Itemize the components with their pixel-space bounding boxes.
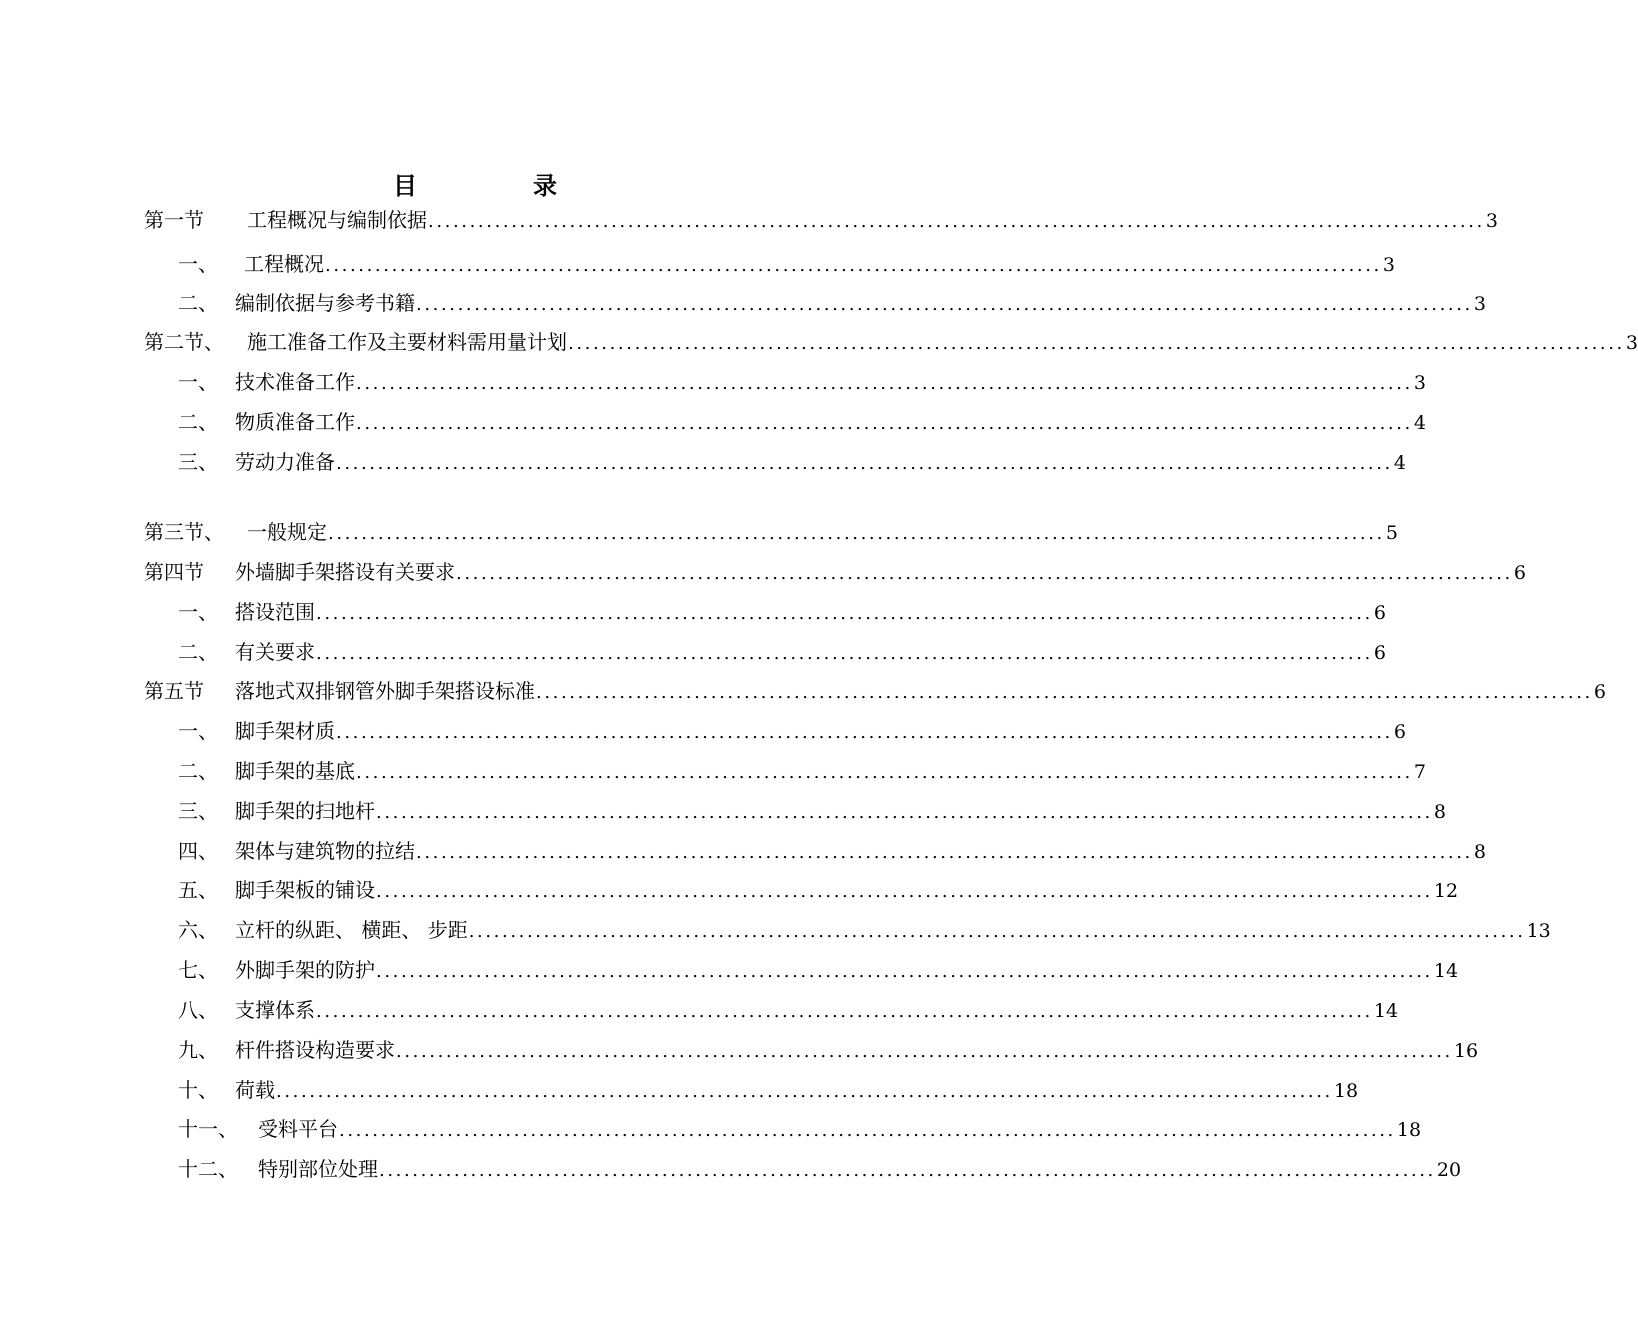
toc-entry-number: 七、 bbox=[178, 958, 218, 982]
toc-entry-label: 脚手架的基底 bbox=[235, 759, 355, 783]
toc-entry-page-number: 3 bbox=[1625, 332, 1638, 354]
toc-entry-page-number: 18 bbox=[1333, 1080, 1359, 1102]
toc-entry[interactable] bbox=[0, 407, 1426, 437]
dot-leader: ............................................................................................................................... bbox=[396, 1041, 1453, 1062]
toc-entry-label: 立杆的纵距、 横距、 步距 bbox=[235, 918, 468, 942]
toc-entry-label: 脚手架材质 bbox=[235, 719, 335, 743]
toc-entry-line bbox=[235, 716, 1406, 748]
toc-entry-page-number: 18 bbox=[1396, 1119, 1422, 1141]
dot-leader: ............................................................................................................................... bbox=[276, 1081, 1333, 1102]
toc-entry-page-number: 3 bbox=[1473, 293, 1486, 315]
toc-entry[interactable] bbox=[0, 875, 1459, 905]
toc-entry-page-number: 20 bbox=[1436, 1159, 1462, 1181]
toc-entry-line bbox=[235, 796, 1446, 828]
dot-leader: ............................................................................................................................... bbox=[328, 523, 1385, 544]
toc-entry-page-number: 6 bbox=[1593, 681, 1606, 703]
toc-entry-line bbox=[235, 447, 1406, 479]
toc-entry-number: 三、 bbox=[178, 799, 218, 823]
toc-entry-number: 二、 bbox=[178, 291, 218, 315]
toc-entry-label: 杆件搭设构造要求 bbox=[235, 1038, 395, 1062]
toc-entry-page-number: 12 bbox=[1433, 880, 1459, 902]
toc-entry[interactable] bbox=[0, 205, 1498, 235]
toc-entry-page-number: 6 bbox=[1373, 642, 1386, 664]
toc-entry[interactable] bbox=[0, 327, 1638, 357]
toc-entry-number: 一、 bbox=[178, 719, 218, 743]
toc-entry-page-number: 13 bbox=[1526, 920, 1551, 942]
toc-entry-label: 落地式双排钢管外脚手架搭设标准 bbox=[235, 679, 535, 703]
toc-entry-line bbox=[247, 517, 1398, 549]
toc-title-char-2: 录 bbox=[533, 171, 557, 200]
toc-entry[interactable] bbox=[0, 288, 1486, 318]
toc-entry-page-number: 6 bbox=[1393, 721, 1406, 743]
toc-entry-number: 一、 bbox=[178, 252, 218, 276]
toc-entry-line bbox=[258, 1154, 1462, 1186]
toc-entry-number: 十二、 bbox=[178, 1157, 238, 1181]
dot-leader: ............................................................................................................................... bbox=[376, 961, 1433, 982]
toc-title bbox=[0, 166, 950, 200]
toc-entry-number: 第一节 bbox=[144, 208, 204, 232]
toc-entry-label: 劳动力准备 bbox=[235, 450, 335, 474]
dot-leader: ............................................................................................................................... bbox=[568, 333, 1625, 354]
toc-entry-label: 架体与建筑物的拉结 bbox=[235, 839, 415, 863]
toc-entry-label: 支撑体系 bbox=[235, 998, 315, 1022]
dot-leader: ............................................................................................................................... bbox=[428, 211, 1485, 232]
dot-leader: ............................................................................................................................... bbox=[336, 453, 1393, 474]
toc-title-char-1: 目 bbox=[393, 171, 417, 200]
toc-entry-line bbox=[247, 327, 1638, 359]
toc-entry-page-number: 7 bbox=[1413, 761, 1426, 783]
toc-entry[interactable] bbox=[0, 676, 1606, 706]
toc-entry-number: 第二节、 bbox=[144, 330, 224, 354]
toc-entry-page-number: 14 bbox=[1373, 1000, 1399, 1022]
toc-entry[interactable] bbox=[0, 517, 1398, 547]
toc-entry-page-number: 5 bbox=[1385, 522, 1398, 544]
dot-leader: ............................................................................................................................... bbox=[376, 881, 1433, 902]
toc-entry-line bbox=[247, 205, 1498, 237]
toc-entry[interactable] bbox=[0, 915, 1551, 945]
toc-entry-line bbox=[235, 1035, 1479, 1067]
dot-leader: ............................................................................................................................... bbox=[468, 921, 1526, 942]
toc-entry-number: 第四节 bbox=[144, 560, 204, 584]
toc-entry[interactable] bbox=[0, 796, 1446, 826]
toc-entry-number: 五、 bbox=[178, 878, 218, 902]
dot-leader: ............................................................................................................................... bbox=[339, 1120, 1396, 1141]
dot-leader: ............................................................................................................................... bbox=[456, 563, 1513, 584]
toc-entry-number: 第三节、 bbox=[144, 520, 224, 544]
toc-entry-page-number: 16 bbox=[1453, 1040, 1479, 1062]
toc-entry-number: 六、 bbox=[178, 918, 218, 942]
dot-leader: ............................................................................................................................... bbox=[379, 1160, 1436, 1181]
toc-entry-number: 九、 bbox=[178, 1038, 218, 1062]
dot-leader: ............................................................................................................................... bbox=[356, 762, 1413, 783]
toc-entry-label: 特别部位处理 bbox=[258, 1157, 378, 1181]
toc-entry-label: 有关要求 bbox=[235, 640, 315, 664]
toc-entry[interactable] bbox=[0, 597, 1386, 627]
toc-entry[interactable] bbox=[0, 1154, 1462, 1184]
dot-leader: ............................................................................................................................... bbox=[356, 413, 1413, 434]
toc-entry-label: 施工准备工作及主要材料需用量计划 bbox=[247, 330, 567, 354]
toc-entry-label: 受料平台 bbox=[258, 1117, 338, 1141]
toc-entry-number: 二、 bbox=[178, 640, 218, 664]
toc-entry-number: 二、 bbox=[178, 410, 218, 434]
toc-entry-line bbox=[235, 557, 1526, 589]
toc-entry-page-number: 3 bbox=[1485, 210, 1498, 232]
toc-entry-page-number: 3 bbox=[1413, 372, 1426, 394]
toc-entry[interactable] bbox=[0, 955, 1459, 985]
toc-entry-number: 八、 bbox=[178, 998, 218, 1022]
toc-entry-line bbox=[235, 875, 1459, 907]
dot-leader: ............................................................................................................................... bbox=[325, 255, 1382, 276]
toc-entry-line bbox=[235, 955, 1459, 987]
toc-entry-line bbox=[235, 836, 1486, 868]
toc-entry[interactable] bbox=[0, 557, 1526, 587]
toc-entry[interactable] bbox=[0, 756, 1426, 786]
toc-entry[interactable] bbox=[0, 367, 1426, 397]
toc-entry-page-number: 4 bbox=[1413, 412, 1426, 434]
toc-entry-line bbox=[235, 1075, 1359, 1107]
toc-entry-label: 技术准备工作 bbox=[235, 370, 355, 394]
toc-entry-line bbox=[235, 915, 1551, 947]
toc-entry-label: 搭设范围 bbox=[235, 600, 315, 624]
dot-leader: ............................................................................................................................... bbox=[316, 603, 1373, 624]
toc-entry-label: 一般规定 bbox=[247, 520, 327, 544]
toc-entry-label: 外脚手架的防护 bbox=[235, 958, 375, 982]
toc-entry[interactable] bbox=[0, 249, 1395, 279]
toc-entry-number: 十一、 bbox=[178, 1117, 238, 1141]
toc-entry-label: 脚手架的扫地杆 bbox=[235, 799, 375, 823]
toc-entry-number: 三、 bbox=[178, 450, 218, 474]
toc-entry-number: 四、 bbox=[178, 839, 218, 863]
dot-leader: ............................................................................................................................... bbox=[356, 373, 1413, 394]
toc-entry-label: 脚手架板的铺设 bbox=[235, 878, 375, 902]
toc-entry-page-number: 8 bbox=[1433, 801, 1446, 823]
toc-entry-number: 一、 bbox=[178, 600, 218, 624]
toc-entry[interactable] bbox=[0, 1114, 1422, 1144]
dot-leader: ............................................................................................................................... bbox=[336, 722, 1393, 743]
toc-entry-number: 十、 bbox=[178, 1078, 218, 1102]
toc-entry-line bbox=[235, 288, 1486, 320]
toc-entry-page-number: 8 bbox=[1473, 841, 1486, 863]
dot-leader: ............................................................................................................................... bbox=[316, 643, 1373, 664]
toc-entry-page-number: 6 bbox=[1513, 562, 1526, 584]
toc-entry-line bbox=[235, 637, 1386, 669]
toc-entry[interactable] bbox=[0, 995, 1399, 1025]
toc-entry[interactable] bbox=[0, 1075, 1359, 1105]
dot-leader: ............................................................................................................................... bbox=[416, 842, 1473, 863]
toc-entry-number: 第五节 bbox=[144, 679, 204, 703]
dot-leader: ............................................................................................................................... bbox=[416, 294, 1473, 315]
dot-leader: ............................................................................................................................... bbox=[536, 682, 1593, 703]
dot-leader: ............................................................................................................................... bbox=[376, 802, 1433, 823]
toc-entry-label: 物质准备工作 bbox=[235, 410, 355, 434]
toc-entry-page-number: 3 bbox=[1382, 254, 1395, 276]
dot-leader: ............................................................................................................................... bbox=[316, 1001, 1373, 1022]
toc-entry-line bbox=[235, 756, 1426, 788]
toc-entry-line bbox=[235, 995, 1399, 1027]
toc-entry[interactable] bbox=[0, 1035, 1479, 1065]
toc-entry-line bbox=[258, 1114, 1422, 1146]
toc-entry-line bbox=[235, 407, 1426, 439]
toc-entry-line bbox=[235, 367, 1426, 399]
toc-entry[interactable] bbox=[0, 836, 1486, 866]
toc-entry[interactable] bbox=[0, 716, 1406, 746]
toc-entry-line bbox=[235, 597, 1386, 629]
toc-entry-line bbox=[244, 249, 1395, 281]
toc-entry-label: 外墙脚手架搭设有关要求 bbox=[235, 560, 455, 584]
toc-entry-label: 编制依据与参考书籍 bbox=[235, 291, 415, 315]
toc-entry-number: 二、 bbox=[178, 759, 218, 783]
toc-entry-page-number: 14 bbox=[1433, 960, 1459, 982]
toc-entry[interactable] bbox=[0, 637, 1386, 667]
toc-entry-line bbox=[235, 676, 1606, 708]
toc-entry-label: 工程概况 bbox=[244, 252, 324, 276]
toc-entry[interactable] bbox=[0, 447, 1406, 477]
toc-entry-page-number: 4 bbox=[1393, 452, 1406, 474]
toc-entry-label: 工程概况与编制依据 bbox=[247, 208, 427, 232]
toc-entry-page-number: 6 bbox=[1373, 602, 1386, 624]
toc-entry-label: 荷载 bbox=[235, 1078, 275, 1102]
toc-entry-number: 一、 bbox=[178, 370, 218, 394]
